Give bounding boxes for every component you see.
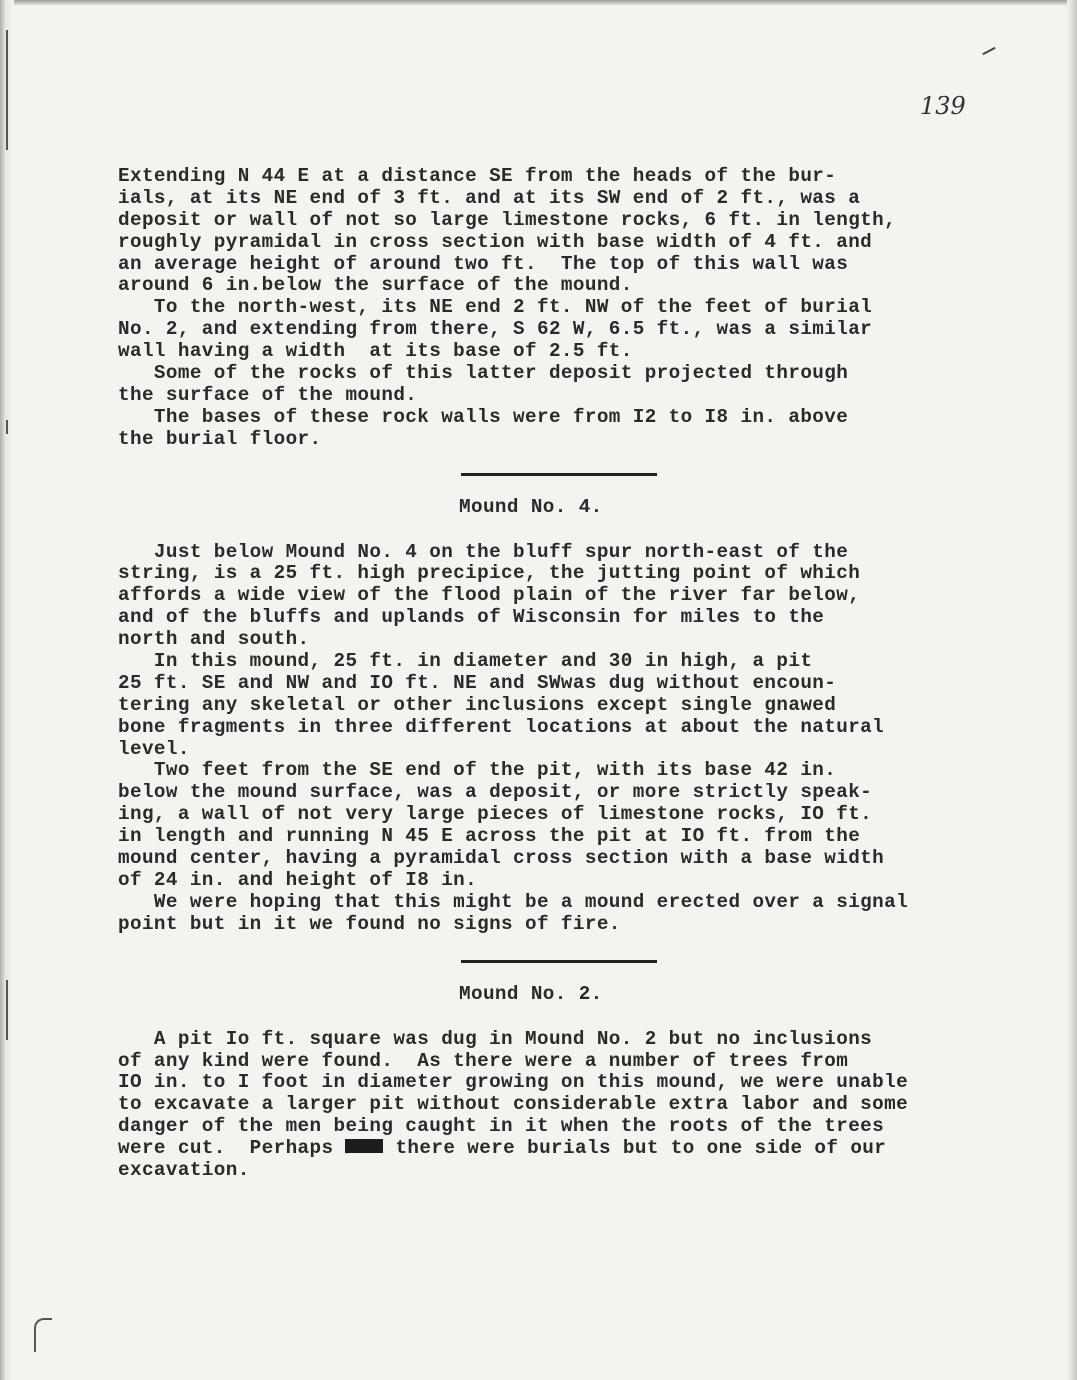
text-line: north and south. bbox=[118, 628, 310, 651]
struck-word-text: the bbox=[345, 1154, 349, 1156]
text-line: wall having a width at its base of 2.5 ft. bbox=[118, 340, 633, 363]
text-line: excavation. bbox=[118, 1158, 250, 1181]
scan-margin-line bbox=[6, 30, 8, 150]
text-line: We were hoping that this might be a mound erected over a signal bbox=[118, 890, 909, 913]
text-line: Extending N 44 E at a distance SE from the heads of the bur- bbox=[118, 165, 837, 187]
text-line: tering any skeletal or other inclusions except single gnawed bbox=[118, 693, 837, 716]
typed-text-body bbox=[118, 166, 998, 1182]
scan-edge-top bbox=[0, 0, 1077, 6]
corner-pen-mark bbox=[982, 47, 995, 55]
text-line: point but in it we found no signs of fire. bbox=[118, 912, 621, 935]
text-line: of 24 in. and height of I8 in. bbox=[118, 868, 478, 891]
section-heading-mound-4: Mound No. 4. bbox=[459, 495, 603, 518]
text-line: the surface of the mound. bbox=[118, 383, 418, 406]
text-line: around 6 in.below the surface of the mound. bbox=[118, 274, 633, 297]
scan-margin-line bbox=[6, 980, 8, 1040]
mound-2-section bbox=[118, 1029, 998, 1182]
text-line: roughly pyramidal in cross section with base width of 4 ft. and bbox=[118, 230, 873, 253]
scan-margin-tick bbox=[6, 420, 8, 434]
text-line: below the mound surface, was a deposit, or more strictly speak- bbox=[118, 781, 873, 804]
struck-out-word bbox=[345, 1139, 383, 1156]
text-line: of any kind were found. As there were a number of trees from bbox=[118, 1049, 849, 1072]
text-line: IO in. to I foot in diameter growing on this mound, we were unable bbox=[118, 1071, 909, 1094]
text-line: In this mound, 25 ft. in diameter and 30 in high, a pit bbox=[118, 650, 813, 673]
text-line: 25 ft. SE and NW and IO ft. NE and SWwas dug without encoun- bbox=[118, 671, 837, 694]
scan-edge-right bbox=[1067, 0, 1077, 1380]
text-line-end: there were burials but to one side of our bbox=[383, 1137, 887, 1160]
text-line: deposit or wall of not so large limestone rocks, 6 ft. in length, bbox=[118, 208, 897, 231]
text-line: an average height of around two ft. The top of this wall was bbox=[118, 252, 849, 275]
scan-edge-left bbox=[0, 0, 14, 1380]
mound-4-section bbox=[118, 542, 998, 936]
text-line bbox=[118, 1138, 998, 1160]
text-line: string, is a 25 ft. high precipice, the jutting point of which bbox=[118, 562, 861, 585]
text-line: ials, at its NE end of 3 ft. and at its SW end of 2 ft., was a bbox=[118, 186, 861, 209]
text-line-start: were cut. Perhaps bbox=[118, 1137, 334, 1160]
text-line: the burial floor. bbox=[118, 427, 322, 450]
text-line: The bases of these rock walls were from I2 to I8 in. above bbox=[118, 405, 849, 428]
intro-section bbox=[118, 166, 998, 451]
text-line: A pit Io ft. square was dug in Mound No. 2 but no inclusions bbox=[118, 1027, 873, 1050]
scan-corner-mark bbox=[34, 1318, 52, 1352]
text-line: danger of the men being caught in it when the roots of the trees bbox=[118, 1115, 885, 1138]
text-line: in length and running N 45 E across the pit at IO ft. from the bbox=[118, 825, 861, 848]
text-line: ing, a wall of not very large pieces of limestone rocks, IO ft. bbox=[118, 803, 873, 826]
page-number: 139 bbox=[920, 92, 966, 120]
text-line: Two feet from the SE end of the pit, with its base 42 in. bbox=[118, 759, 837, 782]
text-line: Some of the rocks of this latter deposit projected through bbox=[118, 362, 849, 385]
text-line: No. 2, and extending from there, S 62 W, 6.5 ft., was a similar bbox=[118, 318, 873, 341]
text-line: level. bbox=[118, 737, 190, 760]
text-line: Just below Mound No. 4 on the bluff spur north-east of the bbox=[118, 540, 849, 563]
text-line: mound center, having a pyramidal cross section with a base width bbox=[118, 847, 885, 870]
text-line: and of the bluffs and uplands of Wisconsin for miles to the bbox=[118, 606, 825, 629]
text-line: To the north-west, its NE end 2 ft. NW of the feet of burial bbox=[118, 296, 873, 319]
text-line: to excavate a larger pit without considerable extra labor and some bbox=[118, 1093, 909, 1116]
text-line: bone fragments in three different locations at about the natural bbox=[118, 715, 885, 738]
section-heading-mound-2: Mound No. 2. bbox=[459, 982, 603, 1005]
text-line: affords a wide view of the flood plain of the river far below, bbox=[118, 584, 861, 607]
